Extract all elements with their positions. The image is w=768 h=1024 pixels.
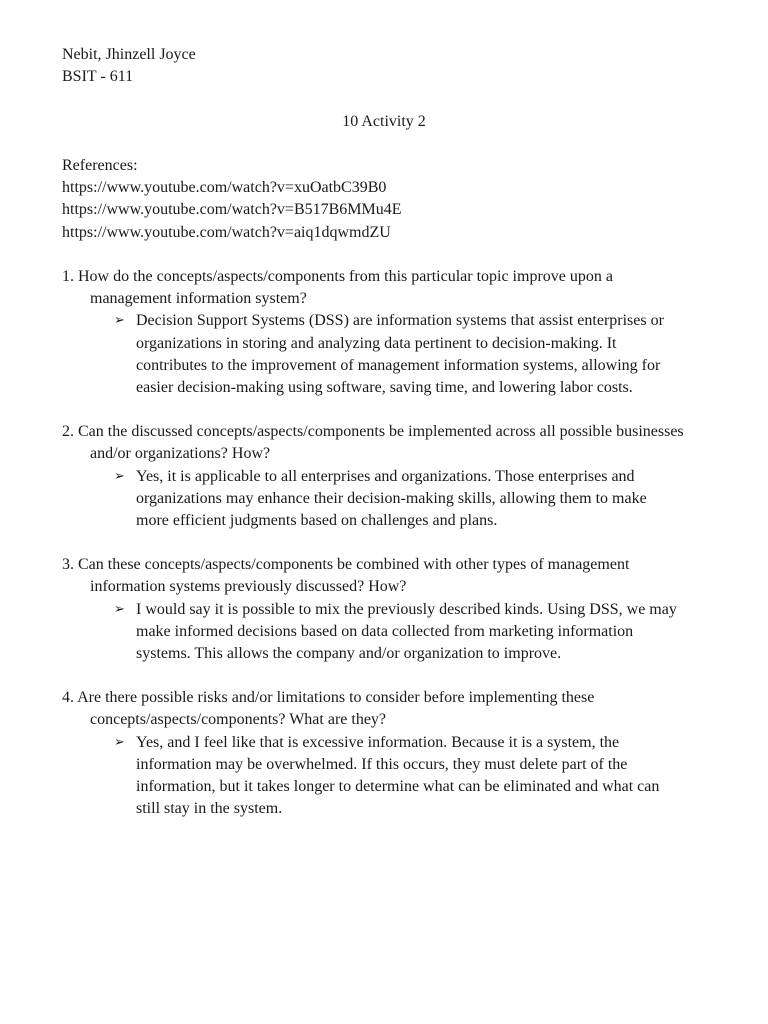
arrow-bullet-icon: ➢ [114, 468, 125, 484]
arrow-bullet-icon: ➢ [114, 601, 125, 617]
author-header [62, 44, 196, 88]
question-2: 2. Can the discussed concepts/aspects/components be implemented across all possible businesses and/or organizations? How? [62, 423, 684, 463]
document-title: 10 Activity 2 [342, 113, 426, 130]
question-4: 4. Are there possible risks and/or limitations to consider before implementing these concepts/aspects/components? What are they? [62, 689, 595, 729]
question-1: 1. How do the concepts/aspects/components from this particular topic improve upon a management information system? [62, 268, 613, 308]
answer-1-text: Decision Support Systems (DSS) are information systems that assist enterprises or organizations in storing and analyzing data pertinent to decision-making. It contributes to the improvement of management information systems, allowing for easier decision-making using software, saving time, and lowering labor costs. [136, 312, 664, 397]
references-label: References: [62, 157, 138, 174]
question-block-1 [62, 266, 702, 399]
answer-3-text: I would say it is possible to mix the previously described kinds. Using DSS, we may make informed decisions based on data collected from marketing information systems. This allows the company and/or organization to improve. [136, 600, 677, 663]
reference-link-3: https://www.youtube.com/watch?v=aiq1dqwmdZU [62, 223, 391, 241]
answer-4 [114, 732, 680, 821]
author-name: Nebit, Jhinzell Joyce [62, 46, 196, 63]
author-section: BSIT - 611 [62, 68, 134, 86]
answer-1 [114, 310, 680, 399]
questions-section [62, 266, 702, 842]
arrow-bullet-icon: ➢ [114, 313, 125, 329]
references-section [62, 155, 402, 244]
question-3: 3. Can these concepts/aspects/components be combined with other types of management information systems previously discussed? How? [62, 556, 630, 596]
question-block-2 [62, 421, 702, 532]
question-block-4 [62, 687, 702, 820]
reference-link-1: https://www.youtube.com/watch?v=xuOatbC39B0 [62, 179, 387, 197]
answer-4-text: Yes, and I feel like that is excessive information. Because it is a system, the information may be overwhelmed. If this occurs, they must delete part of the information, but it takes longer to determine what can be eliminated and what can still stay in the system. [136, 733, 660, 818]
arrow-bullet-icon: ➢ [114, 734, 125, 750]
question-block-3 [62, 554, 702, 665]
answer-3 [114, 599, 680, 666]
answer-2 [114, 466, 680, 533]
reference-link-2: https://www.youtube.com/watch?v=B517B6MMu4E [62, 201, 402, 219]
answer-2-text: Yes, it is applicable to all enterprises and organizations. Those enterprises and organizations may enhance their decision-making skills, allowing them to make more efficient judgments based on challenges and plans. [136, 467, 647, 530]
